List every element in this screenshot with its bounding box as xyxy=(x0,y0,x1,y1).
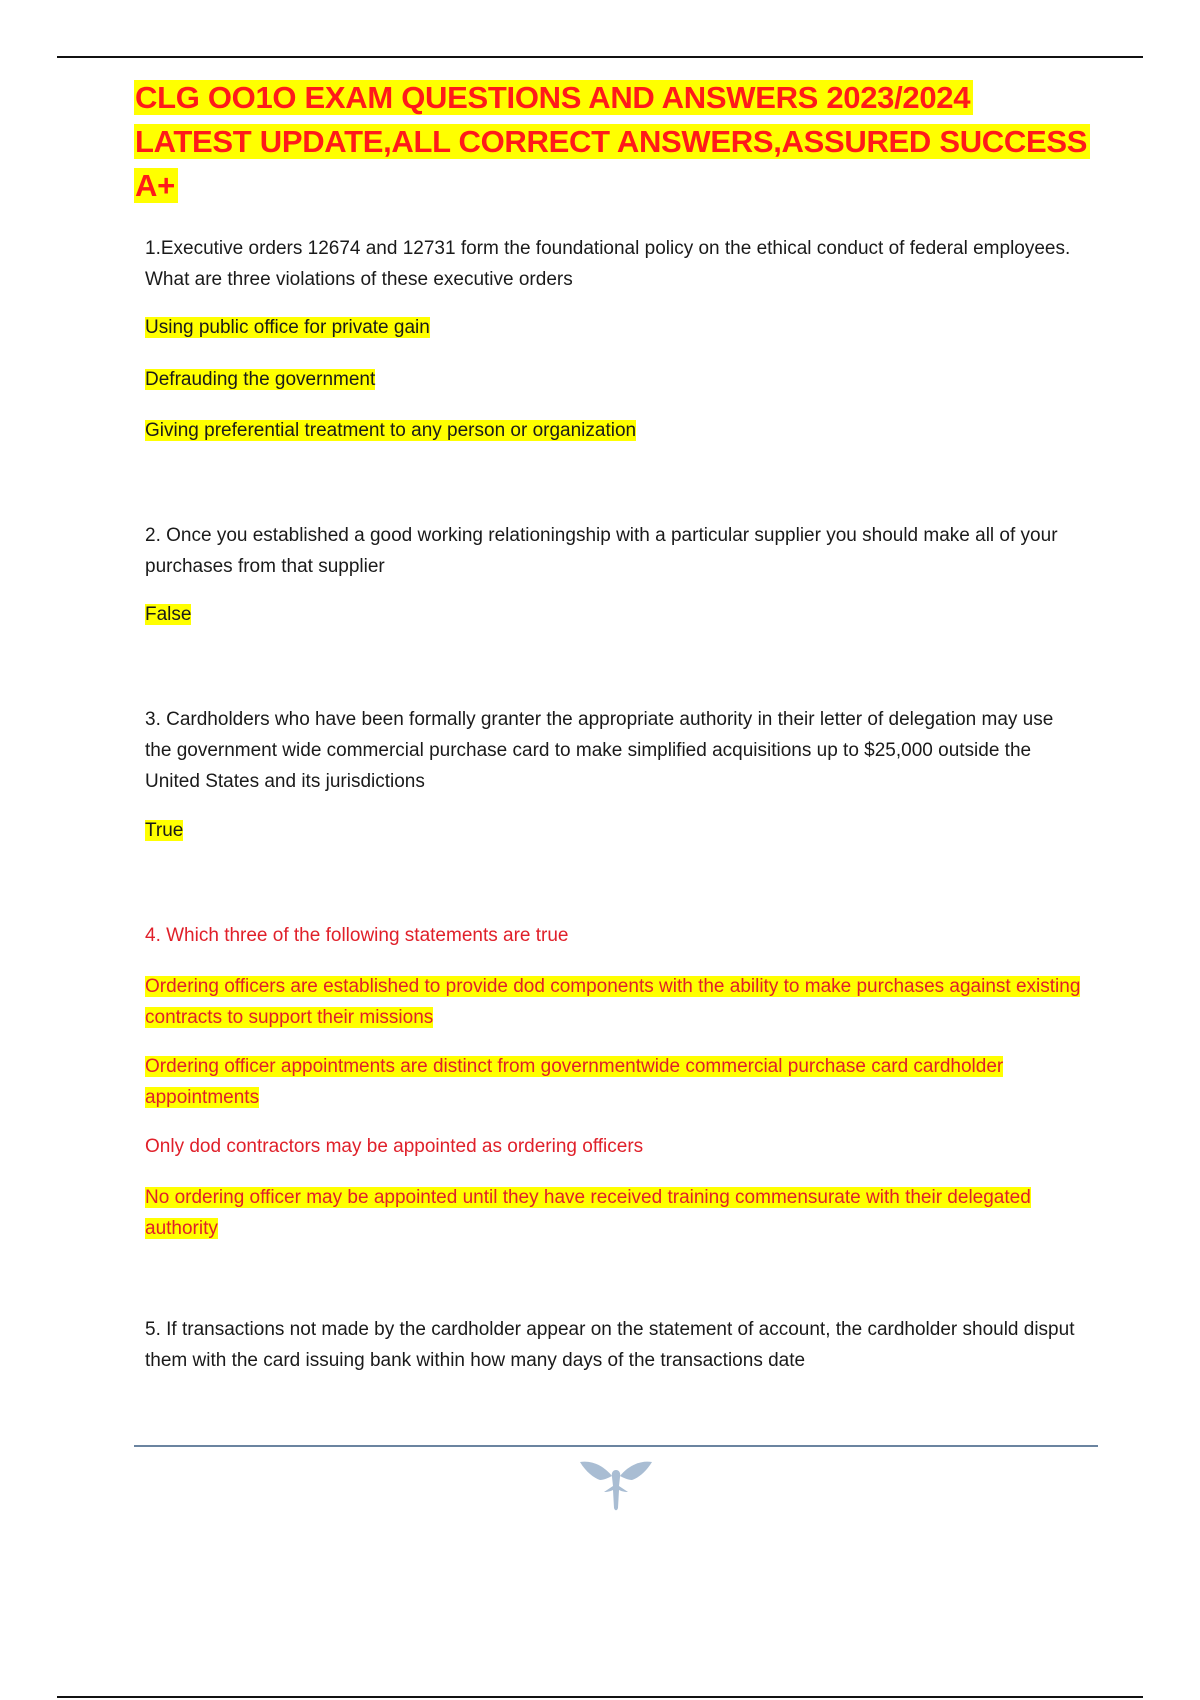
question-1: 1.Executive orders 12674 and 12731 form the foundational policy on the ethical conduct of federal employees. What are three violations of these executive orders xyxy=(145,238,1071,290)
answer-1c xyxy=(145,415,1085,446)
answer-4d xyxy=(145,1182,1085,1244)
answer-4a xyxy=(145,971,1085,1033)
answer-1a-text: Using public office for private gain xyxy=(145,317,430,338)
answer-4b xyxy=(145,1051,1085,1113)
footer-rule xyxy=(134,1445,1098,1447)
question-2: 2. Once you established a good working relationingship with a particular supplier you should make all of your purchases from that supplier xyxy=(145,525,1058,577)
answer-3 xyxy=(145,815,1085,846)
answer-4a-text: Ordering officers are established to provide dod components with the ability to make purchases against existing contracts to support their missions xyxy=(145,976,1081,1028)
answer-2-text: False xyxy=(145,604,192,625)
answer-4c xyxy=(145,1131,1085,1162)
top-rule xyxy=(57,56,1143,58)
answer-1a xyxy=(145,312,1085,343)
answer-1c-text: Giving preferential treatment to any person or organization xyxy=(145,420,637,441)
bird-logo-icon xyxy=(578,1456,654,1514)
question-3: 3. Cardholders who have been formally granter the appropriate authority in their letter of delegation may use the government wide commercial purchase card to make simplified acquisitions up to $25,000 outside the United States and its jurisdictions xyxy=(145,709,1054,792)
question-5: 5. If transactions not made by the cardholder appear on the statement of account, the cardholder should disput them with the card issuing bank within how many days of the transactions date xyxy=(145,1319,1075,1371)
answer-4b-text: Ordering officer appointments are distinct from governmentwide commercial purchase card cardholder appointments xyxy=(145,1056,1004,1108)
answer-2 xyxy=(145,599,1085,630)
answer-3-text: True xyxy=(145,820,184,841)
title-line-1: CLG OO1O EXAM QUESTIONS AND ANSWERS 2023/2024 xyxy=(134,80,973,115)
bottom-rule xyxy=(57,1696,1143,1698)
document-title xyxy=(134,76,1134,208)
answer-1b-text: Defrauding the government xyxy=(145,369,376,390)
answer-4d-text: No ordering officer may be appointed until they have received training commensurate with their delegated authority xyxy=(145,1187,1031,1239)
question-4: 4. Which three of the following statements are true xyxy=(145,925,569,946)
answer-1b xyxy=(145,364,1085,395)
title-line-2: LATEST UPDATE,ALL CORRECT ANSWERS,ASSURED SUCCESS A+ xyxy=(134,124,1090,203)
answer-4c-text: Only dod contractors may be appointed as ordering officers xyxy=(145,1136,644,1157)
